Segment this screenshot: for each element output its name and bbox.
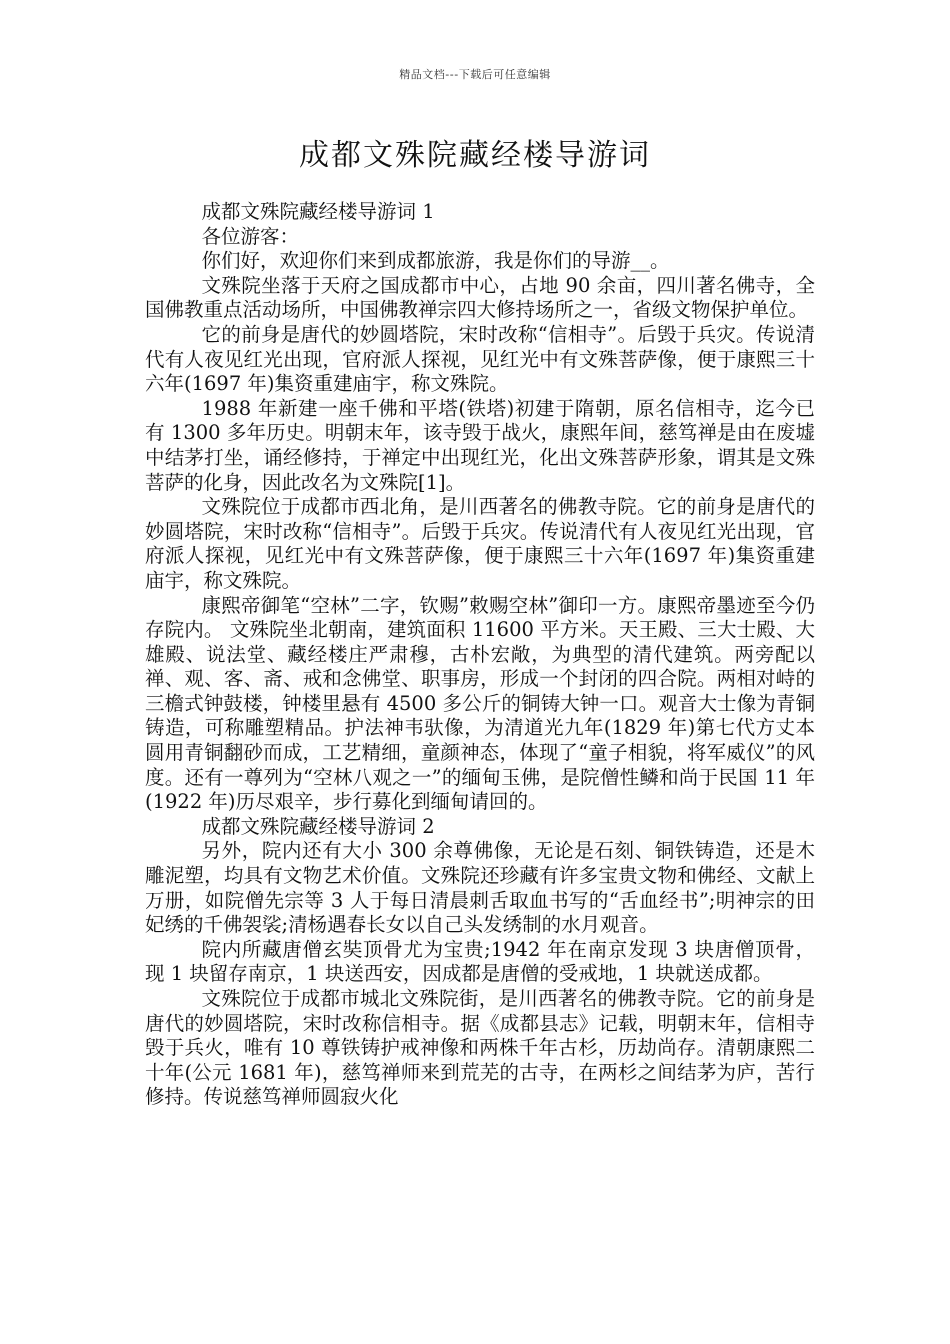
document-title: 成都文殊院藏经楼导游词 [299,138,651,173]
paragraph: 1988 年新建一座千佛和平塔(铁塔)初建于隋朝，原名信相寺，迄今已有 1300 多年历史。明朝末年，该寺毁于战火，康熙年间，慈笃禅是由在废墟中结茅打坐，诵经修持，于禅定中出现红光，化出文殊菩萨形象，谓其是文殊菩萨的化身，因此改名为文殊院[1]。 [145,396,815,494]
paragraph: 康熙帝御笔“空林”二字，钦赐”敕赐空林”御印一方。康熙帝墨迹至今仍存院内。 文殊院坐北朝南，建筑面积 11600 平方米。天王殿、三大士殿、大雄殿、说法堂、藏经楼庄严肃穆，古朴宏敞，为典型的清代建筑。两旁配以禅、观、客、斋、戒和念佛堂、职事房，形成一个封闭的四合院。两相对峙的三檐式钟鼓楼，钟楼里悬有 4500 多公斤的铜铸大钟一口。观音大士像为青铜铸造，可称雕塑精品。护法神韦驮像，为清道光九年(1829 年)第七代方丈本圆用青铜翻砂而成，工艺精细，童颜神态，体现了“童子相貌，将军威仪”的风度。还有一尊列为“空林八观之一”的缅甸玉佛，是院僧性鳞和尚于民国 11 年(1922 年)历尽艰辛，步行募化到缅甸请回的。 [145,593,815,814]
page-header: 精品文档---下载后可任意编辑 [399,68,551,81]
document-body [145,200,815,1110]
paragraph: 你们好，欢迎你们来到成都旅游，我是你们的导游__。 [201,249,670,273]
paragraph: 成都文殊院藏经楼导游词 2 [201,814,435,838]
paragraph: 它的前身是唐代的妙圆塔院，宋时改称“信相寺”。后毁于兵灾。传说清代有人夜见红光出现，官府派人探视，见红光中有文殊菩萨像，便于康熙三十六年(1697 年)集资重建庙宇，称文殊院。 [145,322,815,396]
paragraph: 文殊院位于成都市城北文殊院街，是川西著名的佛教寺院。它的前身是唐代的妙圆塔院，宋时改称信相寺。据《成都县志》记载，明朝末年，信相寺毁于兵火，唯有 10 尊铁铸护戒神像和两株千年古杉，历劫尚存。清朝康熙二十年(公元 1681 年)，慈笃禅师来到荒芜的古寺，在两杉之间结茅为庐，苦行修持。传说慈笃禅师圆寂火化 [145,987,815,1109]
paragraph: 另外，院内还有大小 300 余尊佛像，无论是石刻、铜铁铸造，还是木雕泥塑，均具有文物艺术价值。文殊院还珍藏有许多宝贵文物和佛经、文献上万册，如院僧先宗等 3 人于每日清晨刺舌取血书写的“舌血经书”;明神宗的田妃绣的千佛袈裟;清杨遇春长女以自己头发绣制的水月观音。 [145,839,815,937]
paragraph: 成都文殊院藏经楼导游词 1 [201,200,435,223]
paragraph: 各位游客： [201,224,300,248]
paragraph: 院内所藏唐僧玄奘顶骨尤为宝贵;1942 年在南京发现 3 块唐僧顶骨，现 1 块留存南京，1 块送西安，因成都是唐僧的受戒地，1 块就送成都。 [145,937,815,986]
paragraph: 文殊院位于成都市西北角，是川西著名的佛教寺院。它的前身是唐代的妙圆塔院，宋时改称“信相寺”。后毁于兵灾。传说清代有人夜见红光出现，官府派人探视，见红光中有文殊菩萨像，便于康熙三十六年(1697 年)集资重建庙宇，称文殊院。 [145,495,815,592]
paragraph: 文殊院坐落于天府之国成都市中心，占地 90 余亩，四川著名佛寺，全国佛教重点活动场所，中国佛教禅宗四大修持场所之一，省级文物保护单位。 [145,273,815,322]
